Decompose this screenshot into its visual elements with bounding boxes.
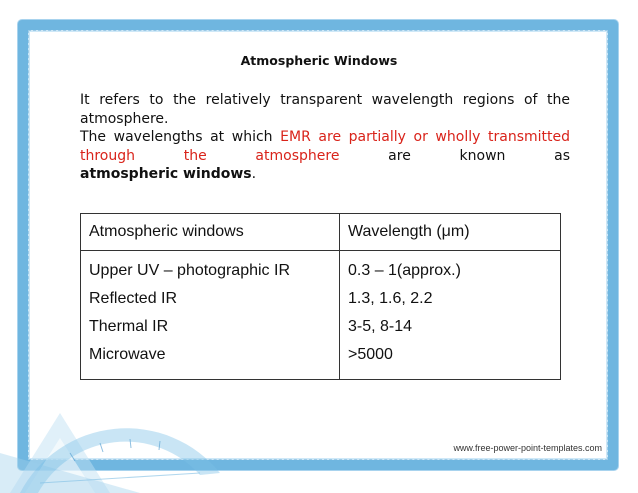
wavelength-values-cell xyxy=(340,251,561,380)
slide-title: Atmospheric Windows xyxy=(240,53,398,68)
definition-highlight: EMR are partially or wholly transmitted through the atmosphere xyxy=(80,129,570,164)
wavelength-value: 1.3, 1.6, 2.2 xyxy=(348,290,433,307)
definition-line-3 xyxy=(80,165,570,184)
definition-end: . xyxy=(251,166,257,182)
definition-line-1: It refers to the relatively transparent wavelength regions of the atmosphere. xyxy=(80,92,570,127)
window-name: Upper UV – photographic IR xyxy=(89,262,290,279)
atmospheric-windows-table xyxy=(80,213,561,380)
window-name: Reflected IR xyxy=(89,290,178,307)
wavelength-value: >5000 xyxy=(348,346,393,363)
table-header-row xyxy=(81,214,561,251)
definition-paragraph xyxy=(80,91,570,184)
definition-line-2 xyxy=(80,128,570,165)
table-header-cell: Atmospheric windows xyxy=(81,214,340,251)
wavelength-value: 3-5, 8-14 xyxy=(348,318,413,335)
footer-url: www.free-power-point-templates.com xyxy=(453,443,602,453)
definition-text-b: are known as xyxy=(339,147,570,164)
wavelength-value: 0.3 – 1(approx.) xyxy=(348,262,461,279)
table-header-cell: Wavelength (μm) xyxy=(340,214,561,251)
definition-text-a: The wavelengths at which xyxy=(80,129,281,145)
window-name: Thermal IR xyxy=(89,318,169,335)
window-names-cell xyxy=(81,251,340,380)
definition-term: atmospheric windows xyxy=(80,166,252,182)
window-name: Microwave xyxy=(89,346,166,363)
table-body-row xyxy=(81,251,561,380)
